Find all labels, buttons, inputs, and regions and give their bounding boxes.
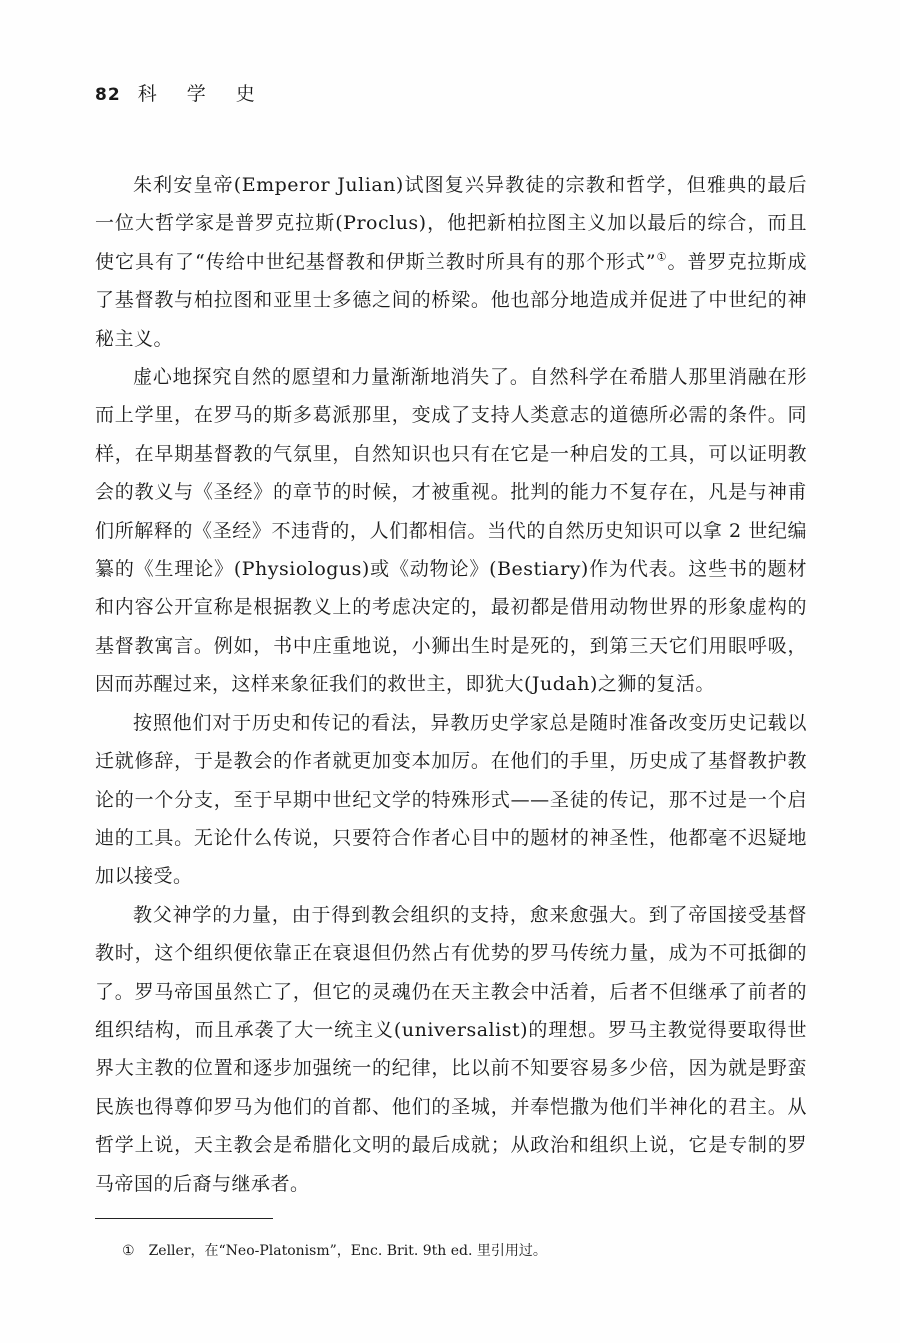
- footnote-marker: ①: [122, 1243, 135, 1259]
- footnote-text: Zeller，在“Neo-Platonism”，Enc. Brit. 9th ed. 里引用过。: [148, 1243, 547, 1259]
- footnote-divider: [95, 1218, 273, 1219]
- paragraph-3: 按照他们对于历史和传记的看法，异教历史学家总是随时准备改变历史记载以迁就修辞，于是教会的作者就更加变本加厉。在他们的手里，历史成了基督教护教论的一个分支，至于早期中世纪文学的特殊形式——圣徒的传记，那不过是一个启迪的工具。无论什么传说，只要符合作者心目中的题材的神圣性，他都毫不迟疑地加以接受。: [95, 711, 807, 888]
- body-text: [95, 166, 807, 1203]
- paragraph-4: 教父神学的力量，由于得到教会组织的支持，愈来愈强大。到了帝国接受基督教时，这个组织便依靠正在衰退但仍然占有优势的罗马传统力量，成为不可抵御的了。罗马帝国虽然亡了，但它的灵魂仍在天主教会中活着，后者不但继承了前者的组织结构，而且承袭了大一统主义(universalist)的理想。罗马主教觉得要取得世界大主教的位置和逐步加强统一的纪律，比以前不知要容易多少倍，因为就是野蛮民族也得尊仰罗马为他们的首都、他们的圣城，并奉恺撒为他们半神化的君主。从哲学上说，天主教会是希腊化文明的最后成就；从政治和组织上说，它是专制的罗马帝国的后裔与继承者。: [95, 903, 807, 1195]
- book-title: 科 学 史: [137, 83, 267, 105]
- running-head: [95, 80, 267, 109]
- paragraph-1-text-a: 朱利安皇帝(Emperor Julian)试图复兴异教徒的宗教和哲学，但雅典的最后一位大哲学家是普罗克拉斯(Proclus)，他把新柏拉图主义加以最后的综合，而且使它具有了“传给中世纪基督教和伊斯兰教时所具有的那个形式”: [95, 174, 807, 273]
- footnote: [122, 1240, 547, 1262]
- footnote-reference: ①: [656, 250, 668, 264]
- page-number: 82: [95, 85, 121, 105]
- paragraph-1: [95, 166, 807, 358]
- paragraph-1-text-b: 。普罗克拉斯成了基督教与柏拉图和亚里士多德之间的桥梁。他也部分地造成并促进了中世纪的神秘主义。: [95, 250, 807, 350]
- paragraph-2: 虚心地探究自然的愿望和力量渐渐地消失了。自然科学在希腊人那里消融在形而上学里，在罗马的斯多葛派那里，变成了支持人类意志的道德所必需的条件。同样，在早期基督教的气氛里，自然知识也只有在它是一种启发的工具，可以证明教会的教义与《圣经》的章节的时候，才被重视。批判的能力不复存在，凡是与神甫们所解释的《圣经》不违背的，人们都相信。当代的自然历史知识可以拿 2 世纪编纂的《生理论》(Physiologus)或《动物论》(Bestiary)作为代表。这些书的题材和内容公开宣称是根据教义上的考虑决定的，最初都是借用动物世界的形象虚构的基督教寓言。例如，书中庄重地说，小狮出生时是死的，到第三天它们用眼呼吸，因而苏醒过来，这样来象征我们的救世主，即犹大(Judah)之狮的复活。: [95, 366, 807, 696]
